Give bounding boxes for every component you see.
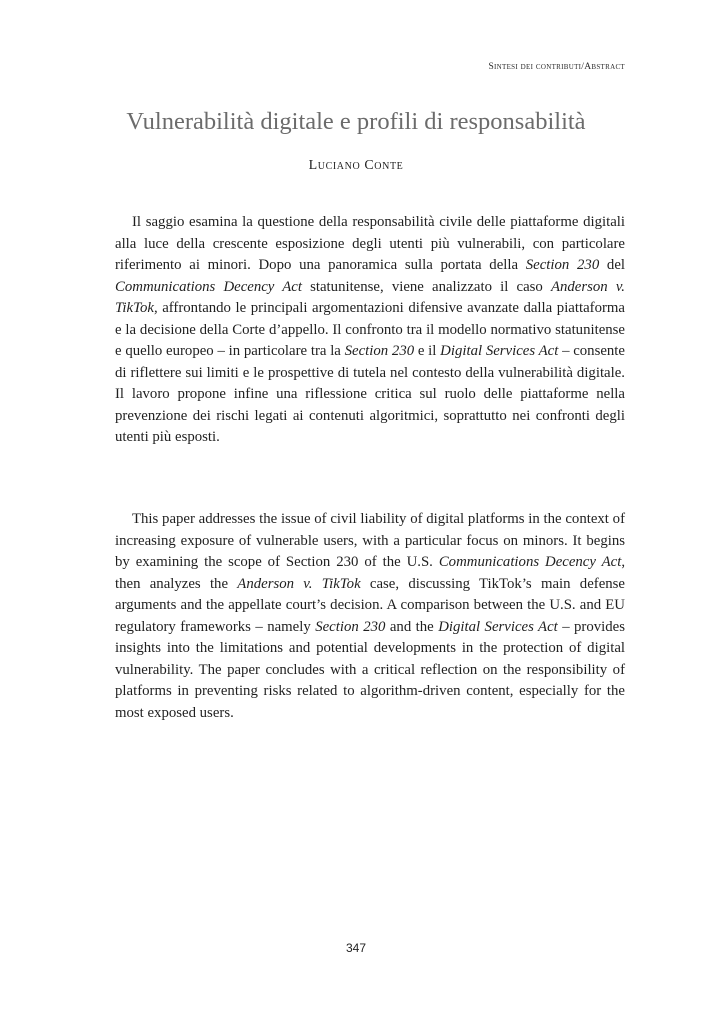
abstract-en-text-4: and the [385, 618, 439, 635]
article-author: Luciano Conte [308, 158, 404, 173]
page-number: 347 [345, 941, 367, 955]
running-head: Sintesi dei contributi/Abstract [488, 62, 625, 72]
abstract-it-text-2: del [599, 257, 625, 273]
abstract-it-text-6: – consente di riflettere sui limiti e le prospettive di tutela nel contesto della vulnerabilità digitale. Il lavoro propone infine una riflessione critica sul ruolo delle piattaforme nella prevenzione dei rischi legati ai contenuti algoritmici, soprattutto nei confronti degli utenti più esposti. [115, 343, 625, 445]
article-title: Vulnerabilità digitale e profili di responsabilità [126, 108, 586, 135]
abstract-en-italic-1: Communications Decency Act [438, 554, 622, 570]
abstract-english [115, 509, 625, 724]
abstract-en-italic-3: Section 230 [315, 618, 386, 635]
abstract-it-italic-1: Section 230 [525, 257, 600, 273]
abstract-it-italic-4: Section 230 [344, 343, 415, 359]
abstract-it-text-1: Il saggio esamina la questione della responsabilità civile delle piattaforme digitali alla luce della crescente esposizione degli utenti più vulnerabili, con particolare riferimento ai minori. Dopo una panoramica sulla portata della [115, 214, 625, 273]
abstract-italian [115, 212, 625, 449]
abstract-en-italic-2: Anderson v. TikTok [237, 575, 361, 592]
abstract-it-text-3: statunitense, viene analizzato il caso [301, 278, 551, 295]
abstract-en-text-5: – provides insights into the limitations and potential developments in the protection of digital vulnerability. The paper concludes with a critical reflection on the responsibility of platforms in preventing risks related to algorithm-driven content, especially for the most exposed users. [115, 618, 625, 721]
abstract-en-italic-4: Digital Services Act [438, 618, 558, 635]
abstract-en-text-3: case, discussing TikTok’s main defense arguments and the appellate court’s decision. A comparison between the U.S. and EU regulatory frameworks – namely [115, 575, 625, 635]
abstract-en-text-2: , then analyzes the [115, 554, 626, 592]
abstract-en-text-1: This paper addresses the issue of civil liability of digital platforms in the context of increasing exposure of vulnerable users, with a particular focus on minors. It begins by examining the scope of Section 230 of the U.S. [115, 511, 625, 570]
abstract-it-italic-3: Anderson v. TikTok [115, 278, 626, 316]
abstract-it-text-4: , affrontando le principali argomentazioni difensive avanzate dalla piattaforma e la decisione della Corte d’appello. Il confronto tra il modello normativo statunitense e quello europeo – in particolare tra la [115, 300, 625, 359]
abstract-it-italic-5: Digital Services Act [440, 343, 559, 359]
abstract-it-text-5: e il [414, 343, 441, 359]
abstract-it-italic-2: Communications Decency Act [115, 278, 302, 295]
